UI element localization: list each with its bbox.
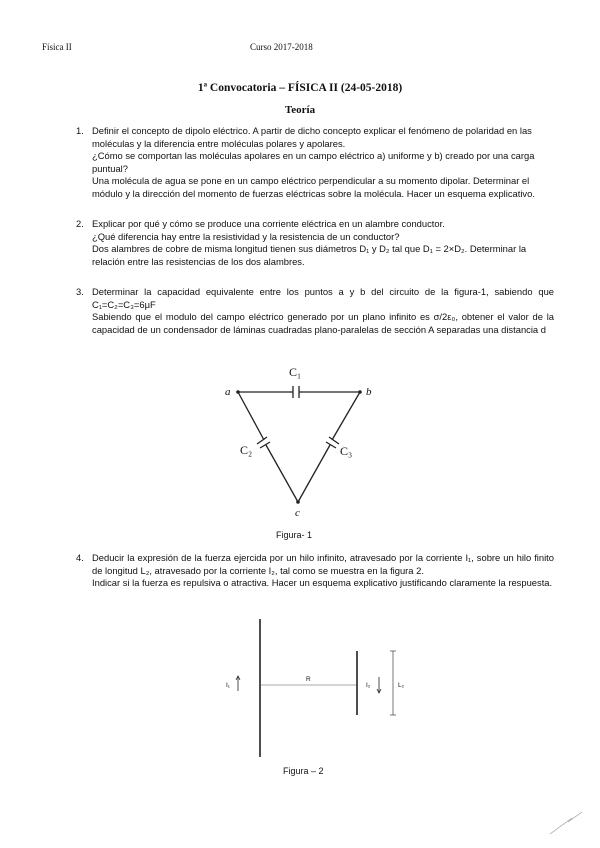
label-node-b: b bbox=[366, 386, 372, 398]
capacitor-c3-plate bbox=[329, 437, 339, 444]
node-c bbox=[296, 500, 300, 504]
question-1 bbox=[92, 125, 554, 201]
label-c2: C₂ bbox=[240, 443, 253, 457]
question-paragraph: Indicar si la fuerza es repulsiva o atractiva. Hacer un esquema explicativo justificando claramente la respuesta. bbox=[92, 577, 553, 589]
question-3 bbox=[92, 286, 554, 336]
capacitor-c2-plate bbox=[260, 442, 270, 448]
label-node-a: a bbox=[225, 386, 231, 398]
question-paragraph: Explicar por qué y cómo se produce una corriente eléctrica en un alambre conductor. bbox=[92, 218, 445, 229]
section-title: Teoría bbox=[284, 104, 316, 116]
capacitor-c3-plate bbox=[326, 442, 336, 448]
question-2 bbox=[92, 218, 554, 268]
label-r: R bbox=[306, 676, 311, 683]
question-paragraph: ¿Qué diferencia hay entre la resistividad y la resistencia de un conductor? bbox=[92, 230, 400, 242]
wire-b-c3 bbox=[332, 392, 360, 440]
header-academic-year: Curso 2017-2018 bbox=[250, 42, 313, 52]
wires-diagram bbox=[200, 615, 420, 760]
question-number: 2. bbox=[76, 218, 84, 229]
label-c3: C₃ bbox=[340, 444, 353, 458]
node-b bbox=[358, 390, 362, 394]
figure-2-caption: Figura – 2 bbox=[283, 766, 324, 776]
label-i1: I₁ bbox=[226, 682, 230, 689]
pen-mark bbox=[546, 808, 586, 838]
wire-c3-c bbox=[298, 445, 330, 502]
question-number: 4. bbox=[76, 552, 84, 563]
question-4 bbox=[92, 552, 554, 590]
question-paragraph: Deducir la expresión de la fuerza ejercida por un hilo infinito, atravesado por la corriente I₁, sobre un hilo finito de longitud L₂, atravesado por la corriente I₂, tal como se muestra en la figura 2. bbox=[92, 552, 554, 576]
exam-title: 1ª Convocatoria – FÍSICA II (24-05-2018) bbox=[197, 82, 403, 94]
question-paragraph: Determinar la capacidad equivalente entre los puntos a y b del circuito de la figura-1, sabiendo que C₁=C₂=C₃=6μF bbox=[92, 286, 554, 310]
question-number: 1. bbox=[76, 125, 84, 136]
label-c1: C₁ bbox=[289, 365, 302, 379]
figure-1-caption: Figura- 1 bbox=[276, 530, 313, 540]
question-number: 3. bbox=[76, 286, 84, 297]
capacitor-c2-plate bbox=[257, 437, 267, 444]
label-l2: L₂ bbox=[398, 682, 405, 689]
label-node-c: c bbox=[295, 507, 300, 519]
header-course-name: Física II bbox=[42, 42, 72, 52]
question-paragraph: Sabiendo que el modulo del campo eléctrico generado por un plano infinito es σ/2ε₀, obtener el valor de la capacidad de un condensador de láminas cuadradas plano-paralelas de sección A separadas una distancia d bbox=[92, 311, 554, 335]
wire-c2-c bbox=[266, 445, 298, 502]
capacitor-circuit-diagram bbox=[200, 356, 400, 526]
question-paragraph: Definir el concepto de dipolo eléctrico. A partir de dicho concepto explicar el fenómeno de polaridad en las moléculas y la diferencia entre moléculas polares y apolares. bbox=[92, 125, 532, 149]
question-paragraph: Dos alambres de cobre de misma longitud tienen sus diámetros D₁ y D₂ tal que D₁ = 2×D₂. Determinar la relación entre las resistencias de los dos alambres. bbox=[92, 243, 527, 267]
question-paragraph: Una molécula de agua se pone en un campo eléctrico perpendicular a su momento dipolar. Determinar el módulo y la dirección del momento de fuerzas eléctricas sobre la molécula. Hacer un esquema explicativo. bbox=[92, 175, 535, 199]
node-a bbox=[236, 390, 240, 394]
label-i2: I₂ bbox=[366, 682, 371, 689]
question-paragraph: ¿Cómo se comportan las moléculas apolares en un campo eléctrico a) uniforme y b) creado por una carga puntual? bbox=[92, 150, 535, 174]
wire-a-c2 bbox=[238, 392, 264, 440]
